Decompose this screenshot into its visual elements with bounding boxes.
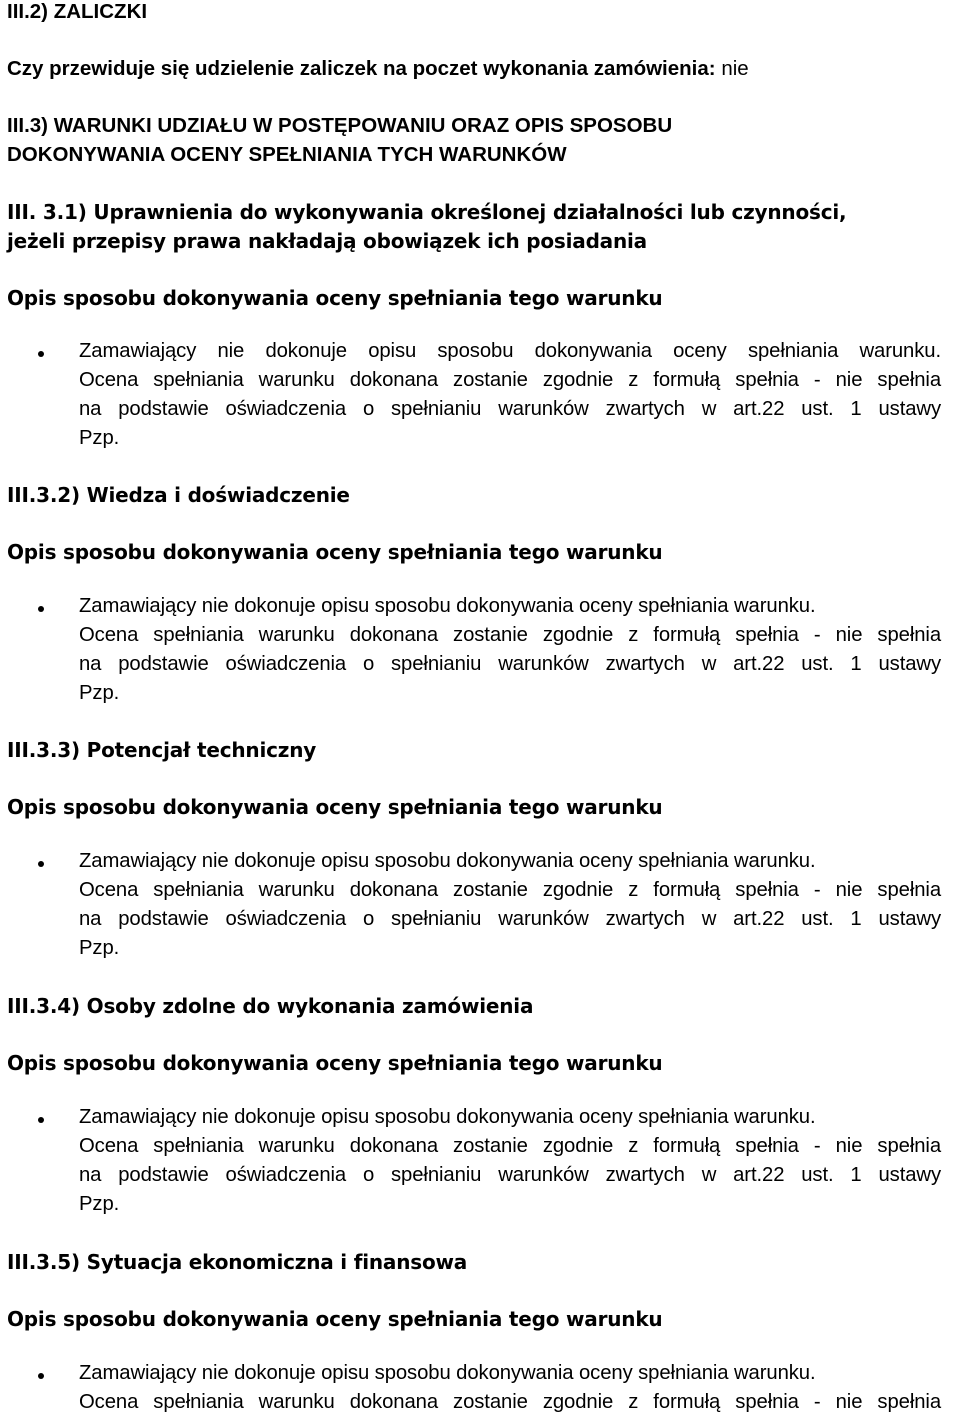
bullet-3-3 <box>38 861 44 867</box>
zaliczki-question: Czy przewiduje się udzielenie zaliczek na poczet wykonania zamówienia: <box>7 57 716 80</box>
section-heading-zaliczki: III.2) ZALICZKI <box>7 0 148 23</box>
text-3-1-line4: Pzp. <box>79 427 120 449</box>
text-3-3-line1: Zamawiający nie dokonuje opisu sposobu dokonywania oceny spełniania warunku. <box>79 850 816 872</box>
section-heading-warunki-line2: DOKONYWANIA OCENY SPEŁNIANIA TYCH WARUNKÓW <box>7 143 567 166</box>
bullet-3-4 <box>38 1117 44 1123</box>
text-3-4-line3: na podstawie oświadczenia o spełnianiu warunków zwartych w art.22 ust. 1 ustawy <box>79 1164 941 1186</box>
zaliczki-answer: nie <box>721 57 749 80</box>
text-3-3-line3: na podstawie oświadczenia o spełnianiu warunków zwartych w art.22 ust. 1 ustawy <box>79 908 941 930</box>
text-3-4-line4: Pzp. <box>79 1193 120 1215</box>
opis-label-3-2: Opis sposobu dokonywania oceny spełniania tego warunku <box>7 540 663 564</box>
subsection-heading-3-4: III.3.4) Osoby zdolne do wykonania zamówienia <box>7 994 534 1018</box>
bullet-3-1 <box>38 351 44 357</box>
opis-label-3-5: Opis sposobu dokonywania oceny spełniania tego warunku <box>7 1307 663 1331</box>
subsection-heading-3-5: III.3.5) Sytuacja ekonomiczna i finansowa <box>7 1250 468 1274</box>
opis-label-3-3: Opis sposobu dokonywania oceny spełniania tego warunku <box>7 795 663 819</box>
text-3-4-line1: Zamawiający nie dokonuje opisu sposobu dokonywania oceny spełniania warunku. <box>79 1106 816 1128</box>
text-3-1-line3: na podstawie oświadczenia o spełnianiu warunków zwartych w art.22 ust. 1 ustawy <box>79 398 941 420</box>
text-3-2-line2: Ocena spełniania warunku dokonana zostanie zgodnie z formułą spełnia - nie spełnia <box>79 624 941 646</box>
text-3-5-line1: Zamawiający nie dokonuje opisu sposobu dokonywania oceny spełniania warunku. <box>79 1362 816 1384</box>
text-3-3-line4: Pzp. <box>79 937 120 959</box>
text-3-4-line2: Ocena spełniania warunku dokonana zostanie zgodnie z formułą spełnia - nie spełnia <box>79 1135 941 1157</box>
opis-label-3-1: Opis sposobu dokonywania oceny spełniania tego warunku <box>7 286 663 310</box>
subsection-heading-3-3: III.3.3) Potencjał techniczny <box>7 738 317 762</box>
zaliczki-question-line <box>7 57 749 81</box>
subsection-heading-3-1-line2: jeżeli przepisy prawa nakładają obowiązek ich posiadania <box>7 229 647 253</box>
text-3-1-line1: Zamawiający nie dokonuje opisu sposobu dokonywania oceny spełniania warunku. <box>79 340 941 362</box>
text-3-1-line2: Ocena spełniania warunku dokonana zostanie zgodnie z formułą spełnia - nie spełnia <box>79 369 941 391</box>
section-heading-warunki-line1: III.3) WARUNKI UDZIAŁU W POSTĘPOWANIU ORAZ OPIS SPOSOBU <box>7 114 673 137</box>
bullet-3-2 <box>38 606 44 612</box>
text-3-3-line2: Ocena spełniania warunku dokonana zostanie zgodnie z formułą spełnia - nie spełnia <box>79 879 941 901</box>
opis-label-3-4: Opis sposobu dokonywania oceny spełniania tego warunku <box>7 1051 663 1075</box>
subsection-heading-3-1-line1: III. 3.1) Uprawnienia do wykonywania określonej działalności lub czynności, <box>7 200 847 224</box>
text-3-5-line2: Ocena spełniania warunku dokonana zostanie zgodnie z formułą spełnia - nie spełnia <box>79 1391 941 1413</box>
text-3-2-line3: na podstawie oświadczenia o spełnianiu warunków zwartych w art.22 ust. 1 ustawy <box>79 653 941 675</box>
subsection-heading-3-2: III.3.2) Wiedza i doświadczenie <box>7 483 350 507</box>
text-3-2-line4: Pzp. <box>79 682 120 704</box>
bullet-3-5 <box>38 1373 44 1379</box>
text-3-2-line1: Zamawiający nie dokonuje opisu sposobu dokonywania oceny spełniania warunku. <box>79 595 816 617</box>
